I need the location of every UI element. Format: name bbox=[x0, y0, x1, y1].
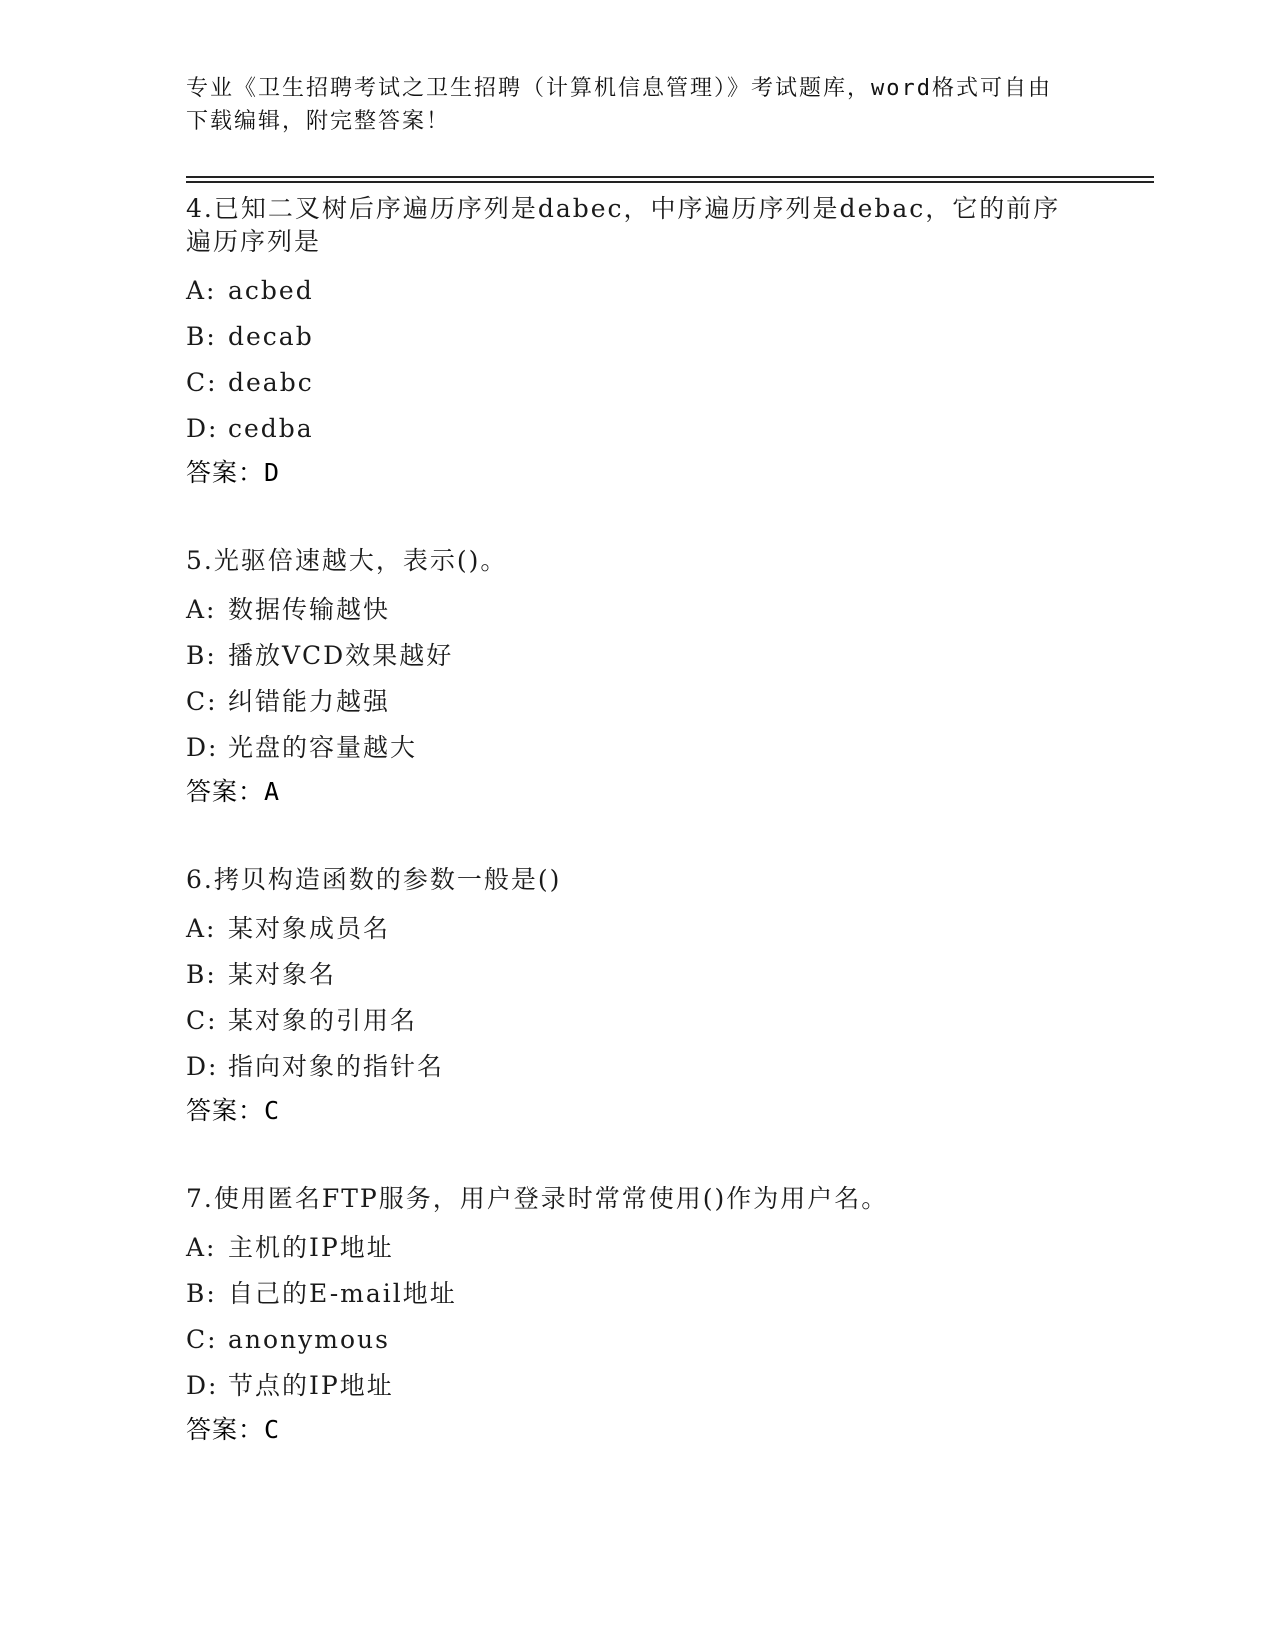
question-item bbox=[186, 190, 1086, 494]
option-b bbox=[186, 314, 1086, 360]
option-text: 指向对象的指针名 bbox=[228, 1052, 445, 1081]
option-c bbox=[186, 1317, 1086, 1363]
option-d bbox=[186, 725, 1086, 771]
option-letter: B: bbox=[186, 641, 217, 670]
option-c bbox=[186, 679, 1086, 725]
option-letter: C: bbox=[186, 687, 218, 716]
option-c bbox=[186, 998, 1086, 1044]
option-letter: C: bbox=[186, 368, 218, 397]
option-text: 播放VCD效果越好 bbox=[228, 641, 454, 670]
option-text: decab bbox=[228, 322, 314, 351]
option-a bbox=[186, 268, 1086, 314]
option-text: anonymous bbox=[228, 1325, 390, 1354]
option-a bbox=[186, 906, 1086, 952]
header-divider-top bbox=[186, 176, 1154, 178]
option-text: 节点的IP地址 bbox=[228, 1371, 394, 1400]
question-spacer bbox=[186, 494, 1086, 542]
option-text: 数据传输越快 bbox=[228, 595, 391, 624]
question-list bbox=[186, 190, 1086, 1451]
question-spacer bbox=[186, 1132, 1086, 1180]
question-stem: 6.拷贝构造函数的参数一般是() bbox=[186, 865, 562, 894]
option-letter: A: bbox=[186, 914, 217, 943]
option-text: 某对象成员名 bbox=[228, 914, 391, 943]
answer-line: 答案：C bbox=[186, 1415, 281, 1444]
question-item bbox=[186, 1180, 1086, 1451]
option-text: deabc bbox=[228, 368, 314, 397]
option-letter: C: bbox=[186, 1325, 218, 1354]
option-text: 主机的IP地址 bbox=[228, 1233, 394, 1262]
option-letter: B: bbox=[186, 960, 217, 989]
option-b bbox=[186, 633, 1086, 679]
option-d bbox=[186, 1044, 1086, 1090]
question-item bbox=[186, 542, 1086, 813]
option-b bbox=[186, 1271, 1086, 1317]
option-d bbox=[186, 1363, 1086, 1409]
option-text: 自己的E-mail地址 bbox=[228, 1279, 457, 1308]
option-text: 纠错能力越强 bbox=[228, 687, 391, 716]
question-stem: 5.光驱倍速越大，表示()。 bbox=[186, 546, 508, 575]
option-letter: A: bbox=[186, 595, 217, 624]
answer-line: 答案：D bbox=[186, 458, 281, 487]
option-letter: B: bbox=[186, 322, 217, 351]
option-b bbox=[186, 952, 1086, 998]
option-letter: D: bbox=[186, 1371, 219, 1400]
option-letter: C: bbox=[186, 1006, 218, 1035]
option-letter: A: bbox=[186, 276, 217, 305]
question-spacer bbox=[186, 813, 1086, 861]
question-item bbox=[186, 861, 1086, 1132]
option-d bbox=[186, 406, 1086, 452]
option-text: 某对象名 bbox=[228, 960, 337, 989]
option-text: 光盘的容量越大 bbox=[228, 733, 418, 762]
option-letter: B: bbox=[186, 1279, 217, 1308]
option-text: 某对象的引用名 bbox=[228, 1006, 418, 1035]
header-divider-bottom bbox=[186, 181, 1154, 183]
document-header: 专业《卫生招聘考试之卫生招聘（计算机信息管理）》考试题库，word格式可自由下载编辑，附完整答案！ bbox=[186, 76, 1052, 134]
option-a bbox=[186, 587, 1086, 633]
question-stem: 4.已知二叉树后序遍历序列是dabec，中序遍历序列是debac，它的前序遍历序列是 bbox=[186, 194, 1061, 256]
option-c bbox=[186, 360, 1086, 406]
answer-line: 答案：A bbox=[186, 777, 281, 806]
answer-line: 答案：C bbox=[186, 1096, 281, 1125]
option-letter: A: bbox=[186, 1233, 217, 1262]
option-a bbox=[186, 1225, 1086, 1271]
option-letter: D: bbox=[186, 1052, 219, 1081]
option-letter: D: bbox=[186, 414, 219, 443]
question-stem: 7.使用匿名FTP服务，用户登录时常常使用()作为用户名。 bbox=[186, 1184, 889, 1213]
option-text: acbed bbox=[228, 276, 314, 305]
option-letter: D: bbox=[186, 733, 219, 762]
option-text: cedba bbox=[228, 414, 314, 443]
